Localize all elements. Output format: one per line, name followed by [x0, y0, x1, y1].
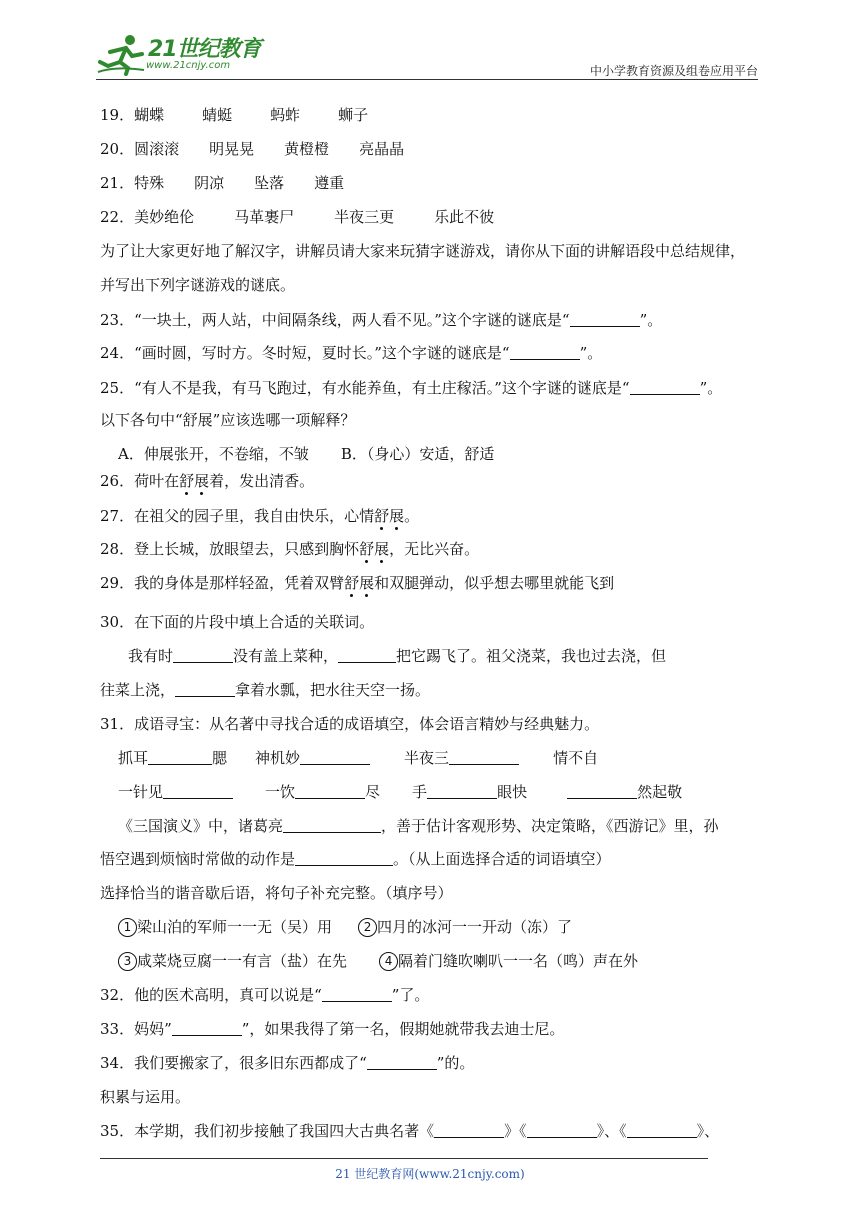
emphasis-char: 展 — [359, 574, 375, 592]
question-30 — [100, 611, 374, 633]
shuzhan-intro: 以下各句中“舒展”应该选哪一项解释？ — [100, 411, 356, 429]
emphasis-char: 展 — [374, 540, 390, 558]
question-34 — [100, 1052, 474, 1074]
option-a: A．伸展张开，不卷缩，不皱 — [118, 445, 309, 463]
option-word: 美妙绝伦 — [134, 208, 195, 226]
q30-passage-2 — [100, 679, 430, 701]
answer-blank[interactable] — [283, 816, 381, 833]
xiehouyu-row-1 — [118, 916, 572, 938]
circled-number: 4 — [379, 952, 398, 971]
question-number: 22． — [100, 208, 135, 226]
question-text: 登上长城，放眼望去，只感到胸怀 — [134, 540, 360, 558]
option-word: 蜻蜓 — [202, 106, 233, 124]
riddle-intro-1: 为了让大家更好地了解汉字，讲解员请大家来玩猜字谜游戏，请你从下面的讲解语段中总结规律， — [100, 242, 746, 260]
question-26 — [100, 470, 314, 492]
question-text-end: 》、 — [696, 1122, 720, 1140]
answer-blank[interactable] — [338, 646, 396, 663]
question-text: 我的身体是那样轻盈，凭着双臂 — [134, 574, 345, 592]
question-text-end: 。 — [404, 507, 420, 525]
platform-title: 中小学教育资源及组卷应用平台 — [589, 64, 758, 78]
idiom-part: 一饮 — [265, 783, 296, 801]
question-text: 荷叶在 — [134, 472, 180, 490]
question-29 — [100, 572, 614, 594]
option-text: 咸菜烧豆腐一一有言（盐）在先 — [137, 952, 348, 970]
question-number: 30． — [100, 613, 135, 631]
option-word: 坠落 — [254, 174, 285, 192]
passage-text: 拿着水瓢，把水往天空一扬。 — [235, 681, 431, 699]
question-32 — [100, 984, 429, 1006]
option-text: 隔着门缝吹喇叭一一名（鸣）声在外 — [398, 952, 639, 970]
logo-text: 21世纪教育 — [148, 37, 261, 62]
question-number: 29． — [100, 574, 135, 592]
question-text-end: ”，如果我得了第一名，假期她就带我去迪士尼。 — [241, 1020, 565, 1038]
question-text-end: ，无比兴奋。 — [389, 540, 480, 558]
footer-divider — [100, 1158, 708, 1159]
question-number: 21． — [100, 174, 135, 192]
question-number: 26． — [100, 472, 135, 490]
answer-blank[interactable] — [295, 782, 365, 799]
option-word: 遵重 — [314, 174, 345, 192]
emphasis-char: 舒 — [344, 574, 360, 592]
answer-blank[interactable] — [510, 343, 580, 360]
answer-blank[interactable] — [367, 1053, 437, 1070]
question-24 — [100, 342, 602, 364]
answer-blank[interactable] — [163, 782, 233, 799]
question-35 — [100, 1120, 719, 1142]
answer-blank[interactable] — [427, 782, 497, 799]
question-21 — [100, 172, 344, 194]
idiom-part: 腮 — [212, 749, 228, 767]
question-31 — [100, 713, 599, 735]
idiom-part: 一针见 — [118, 783, 164, 801]
circled-number: 1 — [118, 918, 137, 937]
idiom-part: 眼快 — [497, 783, 528, 801]
emphasis-char: 舒 — [359, 540, 375, 558]
question-text-end: ”。 — [579, 344, 603, 362]
idiom-part: 抓耳 — [118, 749, 149, 767]
question-28 — [100, 538, 479, 560]
question-text: 我们要搬家了，很多旧东西都成了“ — [134, 1054, 367, 1072]
question-text: 妈妈” — [134, 1020, 172, 1038]
passage-text: 往菜上浇， — [100, 681, 176, 699]
passage-text: 把它踢飞了。祖父浇菜，我也过去浇，但 — [396, 647, 667, 665]
question-number: 20． — [100, 140, 135, 158]
question-19 — [100, 104, 368, 126]
answer-blank[interactable] — [567, 782, 637, 799]
question-text-end: 和双腿弹动，似乎想去哪里就能飞到 — [374, 574, 615, 592]
question-number: 32． — [100, 986, 135, 1004]
question-text: 他的医术高明，真可以说是“ — [134, 986, 322, 1004]
question-text: “一块土，两人站，中间隔条线，两人看不见。”这个字谜的谜底是“ — [134, 311, 570, 329]
answer-blank[interactable] — [322, 985, 392, 1002]
question-text-end: 着，发出清香。 — [209, 472, 315, 490]
option-word: 特殊 — [134, 174, 165, 192]
question-number: 25． — [100, 379, 135, 397]
question-number: 24． — [100, 344, 135, 362]
question-text-end: ”。 — [639, 311, 663, 329]
option-text: 梁山泊的军师一一无（吴）用 — [137, 918, 333, 936]
option-word: 乐此不彼 — [434, 208, 495, 226]
answer-blank[interactable] — [295, 849, 393, 866]
option-word: 亮晶晶 — [359, 140, 405, 158]
question-text: 在祖父的园子里，我自由快乐，心情 — [134, 507, 375, 525]
option-word: 明晃晃 — [209, 140, 255, 158]
passage-text: 悟空遇到烦恼时常做的动作是 — [100, 850, 296, 868]
footer-text: 21 世纪教育网(www.21cnjy.com) — [335, 1167, 525, 1181]
logo-url: www.21cnjy.com — [146, 60, 231, 71]
question-number: 35． — [100, 1122, 135, 1140]
question-text: “画时圆，写时方。冬时短，夏时长。”这个字谜的谜底是“ — [134, 344, 510, 362]
question-25 — [100, 377, 722, 399]
question-number: 27． — [100, 507, 135, 525]
q31-idiom-row-2 — [118, 781, 682, 803]
question-text: 》、《 — [596, 1122, 627, 1140]
option-word: 阴凉 — [194, 174, 225, 192]
option-word: 蚂蚱 — [270, 106, 301, 124]
question-number: 28． — [100, 540, 135, 558]
circled-number: 3 — [118, 952, 137, 971]
question-text-end: ”的。 — [436, 1054, 475, 1072]
idiom-part: 手 — [412, 783, 428, 801]
answer-blank[interactable] — [172, 1019, 242, 1036]
runner-logo-icon — [96, 32, 146, 76]
option-text: 四月的冰河一一开动（冻）了 — [377, 918, 573, 936]
passage-text: 。（从上面选择合适的词语填空） — [393, 850, 611, 868]
option-word: 黄橙橙 — [284, 140, 330, 158]
idiom-part: 尽 — [365, 783, 381, 801]
question-33 — [100, 1018, 564, 1040]
option-b: B．（身心）安适，舒适 — [340, 445, 495, 463]
answer-blank[interactable] — [434, 1121, 504, 1138]
logo — [96, 32, 266, 76]
idiom-part: 然起敬 — [637, 783, 683, 801]
page-header — [96, 28, 758, 80]
section-heading: 积累与运用。 — [100, 1088, 191, 1106]
question-number: 33． — [100, 1020, 135, 1038]
passage-text: ，善于估计客观形势、决定策略，《西游记》里，孙 — [381, 817, 719, 835]
answer-blank[interactable] — [148, 748, 212, 765]
answer-blank[interactable] — [173, 646, 233, 663]
option-word: 圆滚滚 — [134, 140, 180, 158]
idiom-part: 神机妙 — [255, 749, 301, 767]
xiehouyu-row-2 — [118, 950, 638, 972]
answer-blank[interactable] — [627, 1121, 697, 1138]
emphasis-char: 舒 — [179, 472, 195, 490]
circled-number: 2 — [358, 918, 377, 937]
option-word: 蛳子 — [338, 106, 369, 124]
answer-blank[interactable] — [527, 1121, 597, 1138]
answer-blank[interactable] — [630, 378, 700, 395]
q31-passage-1 — [118, 815, 719, 837]
question-number: 31． — [100, 715, 135, 733]
shuzhan-options — [118, 443, 494, 465]
question-23 — [100, 309, 662, 331]
question-text-end: ”了。 — [391, 986, 430, 1004]
answer-blank[interactable] — [300, 748, 370, 765]
question-22 — [100, 206, 494, 228]
option-word: 马革裹尸 — [234, 208, 295, 226]
passage-text: 《三国演义》中，诸葛亮 — [118, 817, 284, 835]
answer-blank[interactable] — [175, 680, 235, 697]
idiom-part: 半夜三 — [404, 749, 450, 767]
passage-text: 没有盖上菜种， — [233, 647, 339, 665]
q30-passage-1 — [128, 645, 666, 667]
emphasis-char: 展 — [389, 507, 405, 525]
header-divider — [96, 79, 758, 80]
answer-blank[interactable] — [449, 748, 519, 765]
emphasis-char: 展 — [194, 472, 210, 490]
question-text: 本学期，我们初步接触了我国四大古典名著《 — [134, 1122, 435, 1140]
q31-passage-2 — [100, 848, 611, 870]
question-number: 23． — [100, 311, 135, 329]
answer-blank[interactable] — [570, 310, 640, 327]
question-text-end: ”。 — [699, 379, 723, 397]
question-number: 19． — [100, 106, 135, 124]
question-text: 在下面的片段中填上合适的关联词。 — [134, 613, 375, 631]
emphasis-char: 舒 — [374, 507, 390, 525]
riddle-intro-2: 并写出下列字谜游戏的谜底。 — [100, 276, 296, 294]
q31-idiom-row-1 — [118, 747, 598, 769]
question-text: “有人不是我，有马飞跑过，有水能养鱼，有土庄稼活。”这个字谜的谜底是“ — [134, 379, 630, 397]
question-20 — [100, 138, 404, 160]
option-word: 半夜三更 — [334, 208, 395, 226]
question-27 — [100, 505, 419, 527]
question-text: 成语寻宝：从名著中寻找合适的成语填空，体会语言精妙与经典魅力。 — [134, 715, 600, 733]
question-text: 》《 — [504, 1122, 527, 1140]
question-number: 34． — [100, 1054, 135, 1072]
xiehouyu-intro: 选择恰当的谐音歇后语，将句子补充完整。（填序号） — [100, 884, 453, 902]
passage-text: 我有时 — [128, 647, 174, 665]
idiom-part: 情不自 — [553, 749, 599, 767]
option-word: 蝴蝶 — [134, 106, 165, 124]
